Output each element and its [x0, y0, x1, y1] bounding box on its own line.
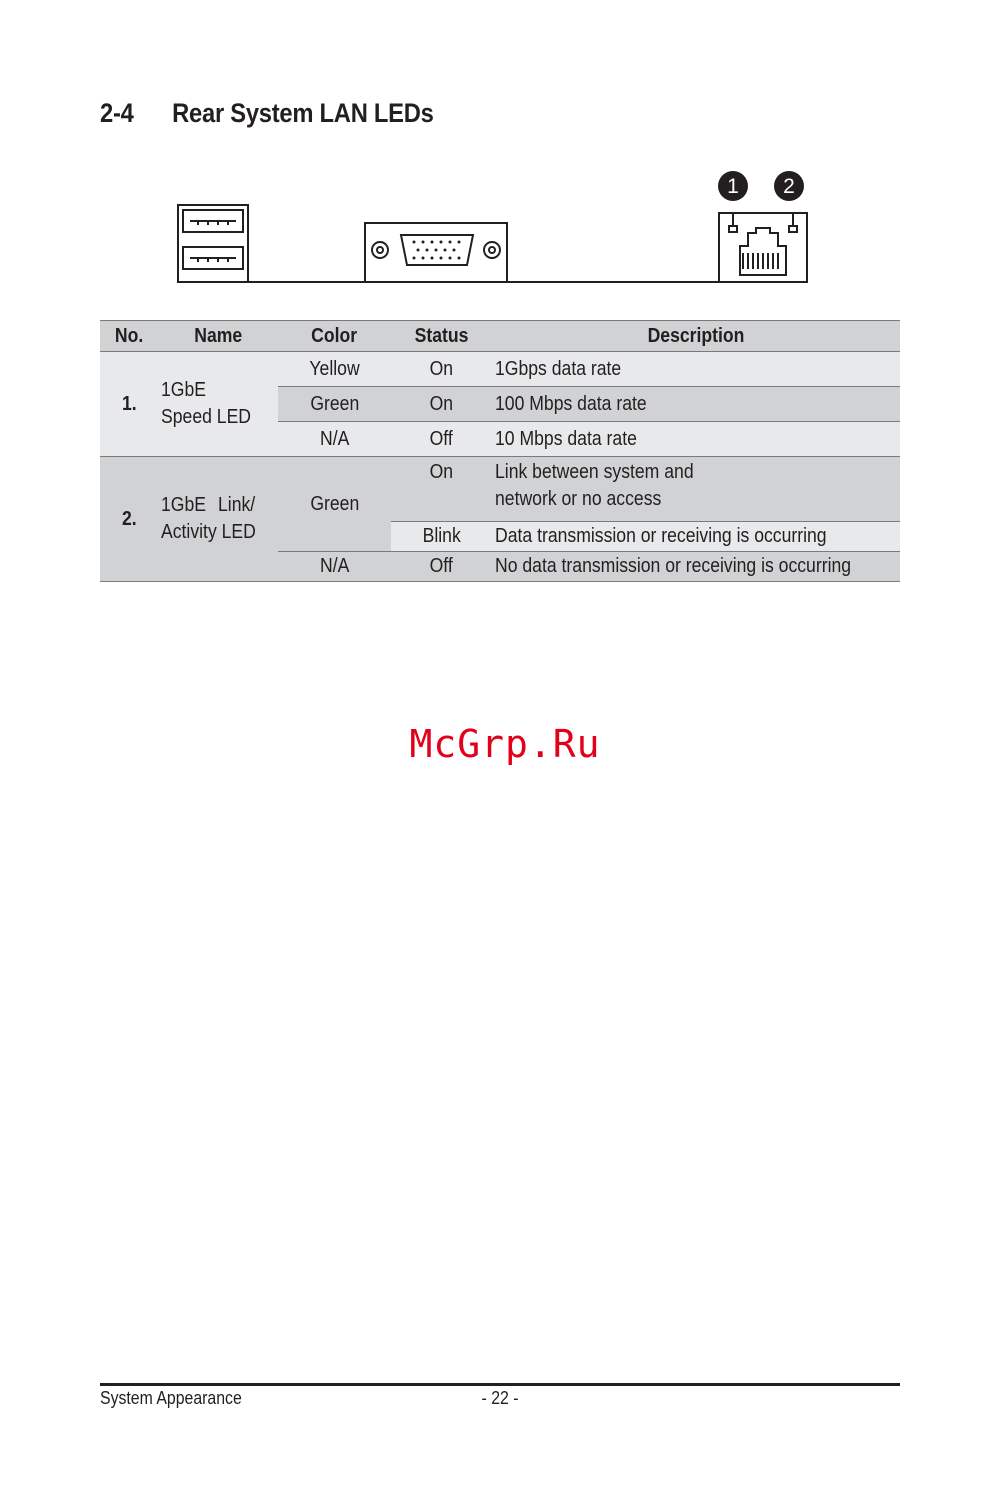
led-description: 100 Mbps data rate: [492, 387, 900, 422]
led-status: Off: [391, 422, 493, 457]
led-description: No data transmission or receiving is occurring: [492, 552, 900, 582]
led-color: Yellow: [309, 357, 360, 380]
led-description: 10 Mbps data rate: [492, 422, 900, 457]
led-status: Blink: [391, 522, 493, 552]
section-heading: [100, 98, 434, 129]
led-description: Data transmission or receiving is occurring: [492, 522, 900, 552]
section-title: Rear System LAN LEDs: [172, 98, 434, 128]
svg-text:1: 1: [727, 175, 739, 198]
led-color: Green: [278, 387, 391, 422]
section-number: 2-4: [100, 98, 134, 128]
led-number: 2.: [100, 457, 158, 582]
header-status: Status: [391, 321, 493, 352]
header-description: Description: [492, 321, 900, 352]
led-description: Link between system and network or no access: [492, 457, 900, 522]
led-name: 1GbE Link/ Activity LED: [158, 457, 277, 582]
table-row: [100, 352, 900, 387]
lan-led-table: [100, 320, 900, 582]
header-name: Name: [158, 321, 277, 352]
led-color: Green: [278, 457, 391, 552]
led-status: On: [391, 457, 493, 522]
table-header-row: [100, 321, 900, 352]
led-color: N/A: [278, 422, 391, 457]
usb-ports-illustration: [178, 205, 248, 282]
led-color: N/A: [278, 552, 391, 582]
lan-port-illustration: [719, 213, 807, 282]
footer-section-name: System Appearance: [100, 1388, 242, 1408]
led-status: Off: [391, 552, 493, 582]
led-status: On: [391, 387, 493, 422]
led-status: On: [429, 357, 454, 380]
vga-port-illustration: [365, 223, 507, 282]
led-marker-1: [718, 171, 748, 201]
svg-text:2: 2: [783, 175, 795, 198]
led-description: 1Gbps data rate: [495, 357, 622, 380]
table-row: [100, 457, 900, 522]
header-no: No.: [100, 321, 158, 352]
watermark: McGrp.Ru: [409, 722, 601, 766]
led-name: 1GbE Speed LED: [158, 352, 277, 457]
footer-rule: [100, 1383, 900, 1386]
footer-page-number: - 22 -: [481, 1388, 519, 1408]
header-color: Color: [278, 321, 391, 352]
led-number: 1.: [100, 352, 158, 457]
led-marker-2: [774, 171, 804, 201]
rear-panel-diagram: [170, 165, 830, 290]
